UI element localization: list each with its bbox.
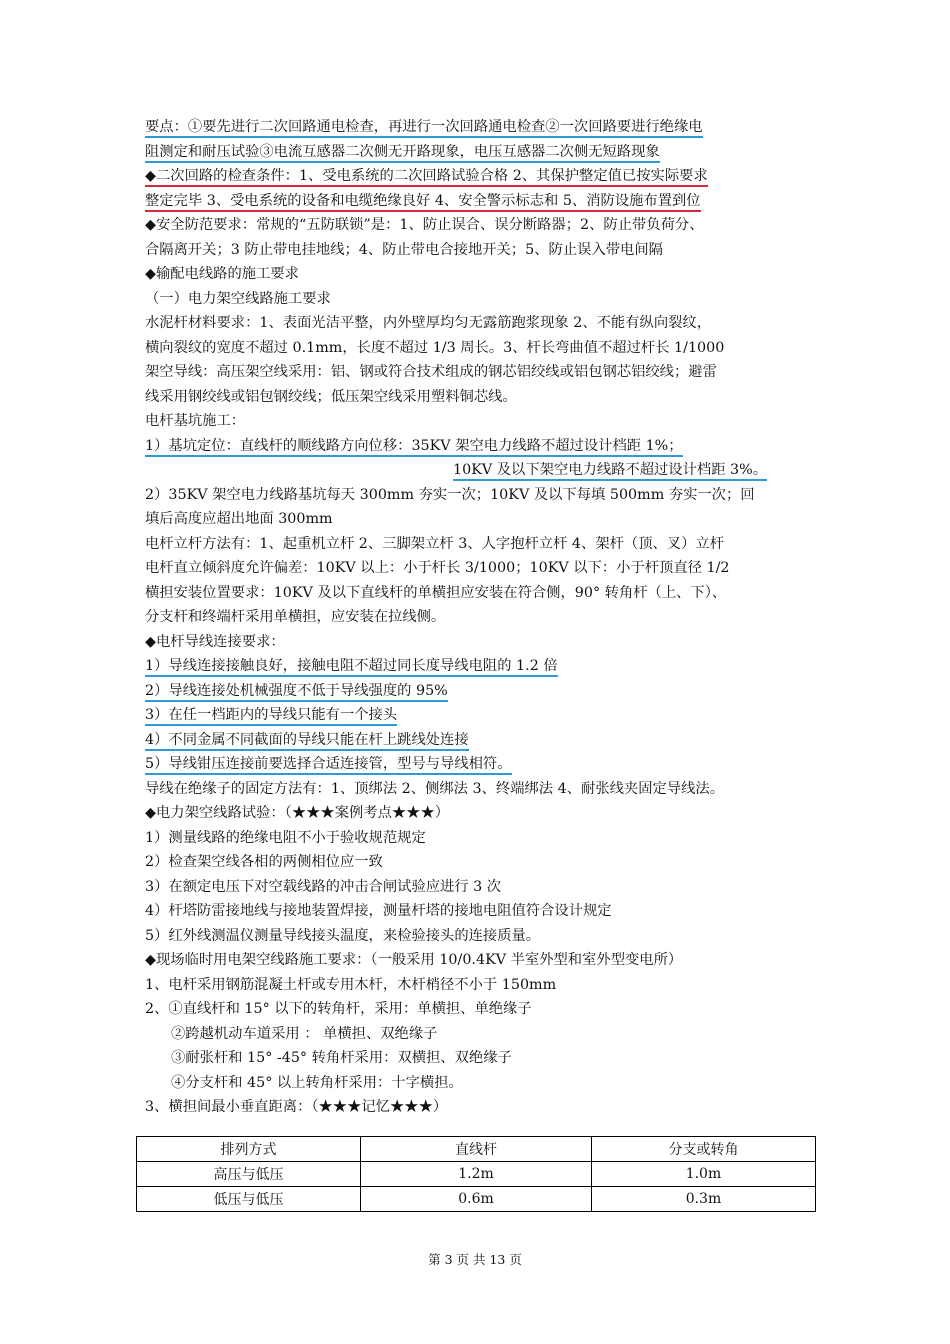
page-footer: 第 3 页 共 13 页 xyxy=(428,1252,522,1267)
line-text: ◆现场临时用电架空线路施工要求：（一般采用 10/0.4KV 半室外型和室外型变电所） xyxy=(145,952,683,968)
text-line xyxy=(145,189,815,214)
line-text: 5）红外线测温仪测量导线接头温度，来检验接头的连接质量。 xyxy=(145,927,541,944)
line-text: 2）35KV 架空电力线路基坑每天 300mm 夯实一次；10KV 及以下每填 500mm 夯实一次；回 xyxy=(145,486,755,503)
crossarm-distance-table xyxy=(136,1136,816,1212)
text-line xyxy=(145,801,815,826)
line-text: 电杆直立倾斜度允许偏差：10KV 以上：小于杆长 3/1000；10KV 以下：小于杆顶直径 1/2 xyxy=(145,560,730,576)
underlined-text: 3）在任一档距内的导线只能有一个接头 xyxy=(145,707,397,726)
table-header-row xyxy=(137,1137,816,1162)
line-text: ◆输配电线路的施工要求 xyxy=(145,266,299,282)
text-line xyxy=(145,728,815,753)
underlined-text: 要点：①要先进行二次回路通电检查，再进行一次回路通电检查②一次回路要进行绝缘电 xyxy=(145,119,703,138)
text-line xyxy=(145,752,815,777)
table-header-cell: 分支或转角 xyxy=(591,1137,815,1162)
table-cell: 0.3m xyxy=(591,1187,815,1212)
text-line xyxy=(145,777,815,802)
text-line xyxy=(145,826,815,851)
body-text xyxy=(145,115,815,1120)
underlined-text: 10KV 及以下架空电力线路不超过设计档距 3%。 xyxy=(453,462,767,481)
text-line xyxy=(145,458,815,483)
table-row xyxy=(137,1187,816,1212)
text-line xyxy=(145,654,815,679)
text-line xyxy=(145,311,815,336)
line-text: 导线在绝缘子的固定方法有：1、顶绑法 2、侧绑法 3、终端绑法 4、耐张线夹固定导线法。 xyxy=(145,780,724,797)
line-text: 1、电杆采用钢筋混凝土杆或专用木杆，木杆梢径不小于 150mm xyxy=(145,976,557,993)
text-line xyxy=(145,973,815,998)
text-line xyxy=(145,532,815,557)
text-line xyxy=(145,164,815,189)
text-line xyxy=(145,507,815,532)
line-text: 架空导线：高压架空线采用：铝、钢或符合技术组成的钢芯铝绞线或铝包钢芯铝绞线；避雷 xyxy=(145,364,717,380)
text-line xyxy=(145,1022,815,1047)
line-text: ◆电杆导线连接要求： xyxy=(145,633,285,650)
text-line xyxy=(145,213,815,238)
text-line xyxy=(145,1071,815,1096)
line-text: 1）测量线路的绝缘电阻不小于验收规范规定 xyxy=(145,829,426,846)
text-line xyxy=(145,483,815,508)
line-text: 3、横担间最小垂直距离：（★★★记忆★★★） xyxy=(145,1099,448,1115)
text-line xyxy=(145,1046,815,1071)
underlined-text: 1）基坑定位：直线杆的顺线路方向位移：35KV 架空电力线路不超过设计档距 1%； xyxy=(145,438,683,457)
line-text: 电杆立杆方法有：1、起重机立杆 2、三脚架立杆 3、人字抱杆立杆 4、架杆（顶、叉）立杆 xyxy=(145,535,724,552)
text-line xyxy=(145,385,815,410)
line-text: 填后高度应超出地面 300mm xyxy=(145,511,333,527)
line-text: ③耐张杆和 15° -45° 转角杆采用：双横担、双绝缘子 xyxy=(171,1050,512,1066)
line-text: 合隔离开关；3 防止带电挂地线；4、防止带电合接地开关；5、防止误入带电间隔 xyxy=(145,241,663,258)
table-cell: 高压与低压 xyxy=(137,1162,361,1187)
line-text: 2）检查架空线各相的两侧相位应一致 xyxy=(145,854,383,870)
text-line xyxy=(145,409,815,434)
line-text: 2、①直线杆和 15° 以下的转角杆，采用：单横担、单绝缘子 xyxy=(145,1001,532,1017)
underlined-text: 1）导线连接接触良好，接触电阻不超过同长度导线电阻的 1.2 倍 xyxy=(145,658,558,677)
text-line xyxy=(145,679,815,704)
text-line xyxy=(145,360,815,385)
text-line xyxy=(145,630,815,655)
text-line xyxy=(145,605,815,630)
line-text: （一）电力架空线路施工要求 xyxy=(145,290,331,307)
underlined-text: 2）导线连接处机械强度不低于导线强度的 95% xyxy=(145,683,448,702)
table-cell: 低压与低压 xyxy=(137,1187,361,1212)
table-header-cell: 直线杆 xyxy=(361,1137,592,1162)
line-text: 线采用钢绞线或铝包钢绞线；低压架空线采用塑料铜芯线。 xyxy=(145,388,517,405)
text-line xyxy=(145,997,815,1022)
text-line xyxy=(145,140,815,165)
text-line xyxy=(145,238,815,263)
underlined-text: 整定完毕 3、受电系统的设备和电缆绝缘良好 4、安全警示标志和 5、消防设施布置到位 xyxy=(145,193,701,212)
text-line xyxy=(145,581,815,606)
table-header-cell: 排列方式 xyxy=(137,1137,361,1162)
line-text: ◆电力架空线路试验：（★★★案例考点★★★） xyxy=(145,805,450,821)
text-line xyxy=(145,703,815,728)
text-line xyxy=(145,899,815,924)
text-line xyxy=(145,948,815,973)
text-line xyxy=(145,1095,815,1120)
text-line xyxy=(145,262,815,287)
line-text: 3）在额定电压下对空载线路的冲击合闸试验应进行 3 次 xyxy=(145,878,502,895)
underlined-text: 5）导线钳压连接前要选择合适连接管，型号与导线相符。 xyxy=(145,756,512,775)
line-text: ◆安全防范要求：常规的“五防联锁”是：1、防止误合、误分断路器；2、防止带负荷分、 xyxy=(145,217,704,233)
underlined-text: 4）不同金属不同截面的导线只能在杆上跳线处连接 xyxy=(145,732,469,751)
text-line xyxy=(145,336,815,361)
text-line xyxy=(145,287,815,312)
text-line xyxy=(145,875,815,900)
text-line xyxy=(145,115,815,140)
table-cell: 1.0m xyxy=(591,1162,815,1187)
line-text: 水泥杆材料要求：1、表面光洁平整，内外壁厚均匀无露筋跑浆现象 2、不能有纵向裂纹， xyxy=(145,315,712,331)
line-text: ④分支杆和 45° 以上转角杆采用：十字横担。 xyxy=(171,1074,463,1091)
underlined-text: 阻测定和耐压试验③电流互感器二次侧无开路现象，电压互感器二次侧无短路现象 xyxy=(145,144,660,163)
table-row xyxy=(137,1162,816,1187)
line-text: 横担安装位置要求：10KV 及以下直线杆的单横担应安装在符合侧，90° 转角杆（上、下）、 xyxy=(145,584,727,601)
text-line xyxy=(145,850,815,875)
line-text: 横向裂纹的宽度不超过 0.1mm，长度不超过 1/3 周长。3、杆长弯曲值不超过杆长 1/1000 xyxy=(145,339,725,356)
line-text: 分支杆和终端杆采用单横担，应安装在拉线侧。 xyxy=(145,609,446,625)
table-cell: 1.2m xyxy=(361,1162,592,1187)
underlined-text: ◆二次回路的检查条件：1、受电系统的二次回路试验合格 2、其保护整定值已按实际要求 xyxy=(145,168,708,187)
text-line xyxy=(145,434,815,459)
line-text: ②跨越机动车道采用 ： 单横担、双绝缘子 xyxy=(171,1025,438,1042)
text-line xyxy=(145,556,815,581)
line-text: 4）杆塔防雷接地线与接地装置焊接，测量杆塔的接地电阻值符合设计规定 xyxy=(145,903,612,919)
line-text: 电杆基坑施工： xyxy=(145,413,246,429)
text-line xyxy=(145,924,815,949)
table-cell: 0.6m xyxy=(361,1187,592,1212)
